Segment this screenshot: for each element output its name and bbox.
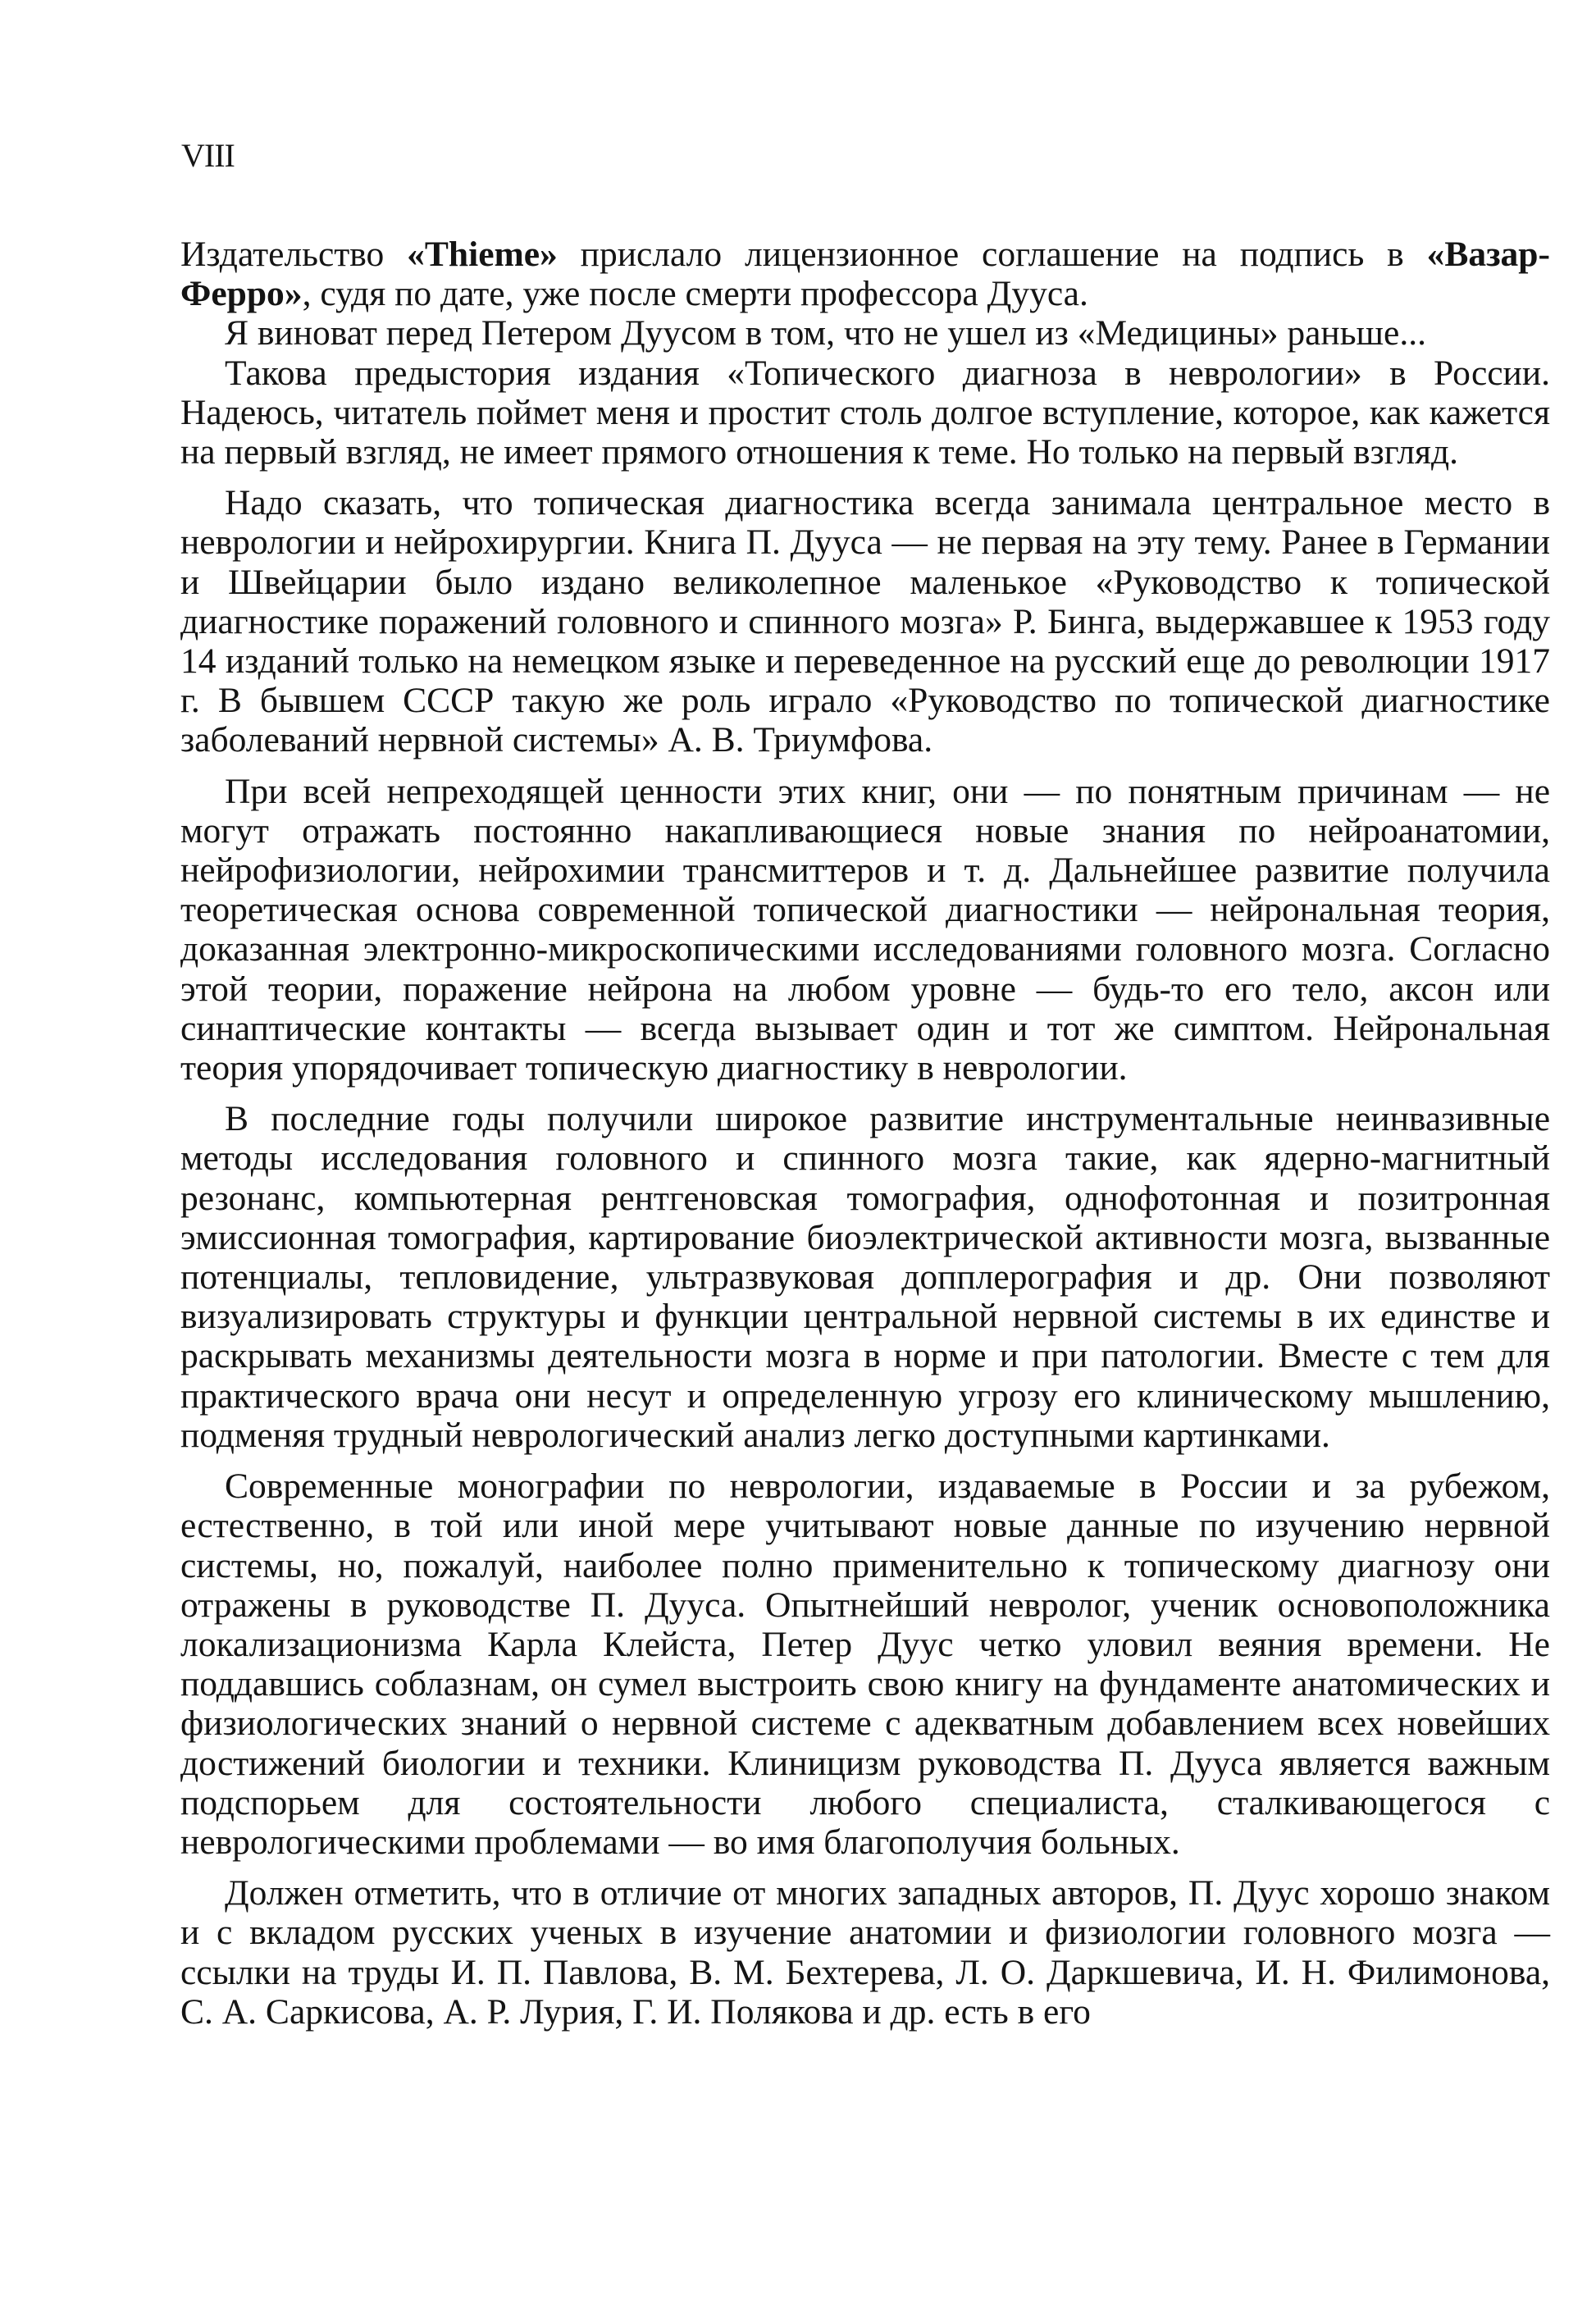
publisher-vazar-ferro: «Вазар-Ферро» — [180, 235, 1550, 314]
paragraph-1-text-a: Издательство — [180, 235, 408, 274]
paragraph-7: Современные монографии по неврологии, издаваемые в России и за рубежом, естественно, в той или иной мере учитывают новые данные по изучению нервной системы, но, пожалуй, наиболее полно применительно к топическому диагнозу они отражены в руководстве П. Дууса. Опытнейший невролог, ученик основоположника локализационизма Карла Клейста, Петер Дуус четко уловил веяния времени. Не поддавшись соблазнам, он сумел выстроить свою книгу на фундаменте анатомических и физиологических знаний о нервной системе с адекватным добавлением всех новейших достижений биологии и техники. Клиницизм руководства П. Дууса является важным подспорьем для состоятельности любого специалиста, сталкивающегося с неврологическими проблемами — во имя благополучия больных. — [180, 1466, 1550, 1862]
paragraph-1 — [180, 235, 1550, 313]
paragraph-3: Такова предыстория издания «Топического диагноза в неврологии» в России. Надеюсь, читатель поймет меня и простит столь долгое вступление, которое, как кажется на первый взгляд, не имеет прямого отношения к теме. Но только на первый взгляд. — [180, 353, 1550, 472]
page-number: VIII — [181, 137, 235, 174]
paragraph-1-text-c: , судя по дате, уже после смерти профессора Дууса. — [302, 274, 1088, 314]
paragraph-2: Я виноват перед Петером Дуусом в том, что не ушел из «Медицины» раньше... — [225, 313, 1426, 353]
publisher-thieme: «Thieme» — [407, 235, 558, 274]
body-text — [180, 235, 1550, 2032]
paragraph-5: При всей непреходящей ценности этих книг, они — по понятным причинам — не могут отражать постоянно накапливающиеся новые знания по нейроанатомии, нейрофизиологии, нейрохимии трансмиттеров и т. д. Дальнейшее развитие получила теоретическая основа современной топической диагностики — нейрональная теория, доказанная электронно-микроскопическими исследованиями головного мозга. Согласно этой теории, поражение нейрона на любом уровне — будь-то его тело, аксон или синаптические контакты — всегда вызывает один и тот же симптом. Нейрональная теория упорядочивает топическую диагностику в неврологии. — [180, 771, 1550, 1088]
paragraph-6: В последние годы получили широкое развитие инструментальные неинвазивные методы исследования головного и спинного мозга такие, как ядерно-магнитный резонанс, компьютерная рентгеновская томография, однофотонная и позитронная эмиссионная томография, картирование биоэлектрической активности мозга, вызванные потенциалы, тепловидение, ультразвуковая допплерография и др. Они позволяют визуализировать структуры и функции центральной нервной системы в их единстве и раскрывать механизмы деятельности мозга в норме и при патологии. Вместе с тем для практического врача они несут и определенную угрозу его клиническому мышлению, подменяя трудный неврологический анализ легко доступными картинками. — [180, 1099, 1550, 1455]
paragraph-4: Надо сказать, что топическая диагностика всегда занимала центральное место в неврологии и нейрохирургии. Книга П. Дууса — не первая на эту тему. Ранее в Германии и Швейцарии было издано великолепное маленькое «Руководство к топической диагностике поражений головного и спинного мозга» Р. Бинга, выдержавшее к 1953 году 14 изданий только на немецком языке и переведенное на русский еще до революции 1917 г. В бывшем СССР такую же роль играло «Руководство по топической диагностике заболеваний нервной системы» А. В. Триумфова. — [180, 483, 1550, 760]
paragraph-1-text-b: прислало лицензионное соглашение на подпись в — [557, 235, 1427, 274]
paragraph-8: Должен отметить, что в отличие от многих западных авторов, П. Дуус хорошо знаком и с вкладом русских ученых в изучение анатомии и физиологии головного мозга — ссылки на труды И. П. Павлова, В. М. Бехтерева, Л. О. Даркшевича, И. Н. Филимонова, С. А. Саркисова, А. Р. Лурия, Г. И. Полякова и др. есть в его — [180, 1873, 1550, 2032]
